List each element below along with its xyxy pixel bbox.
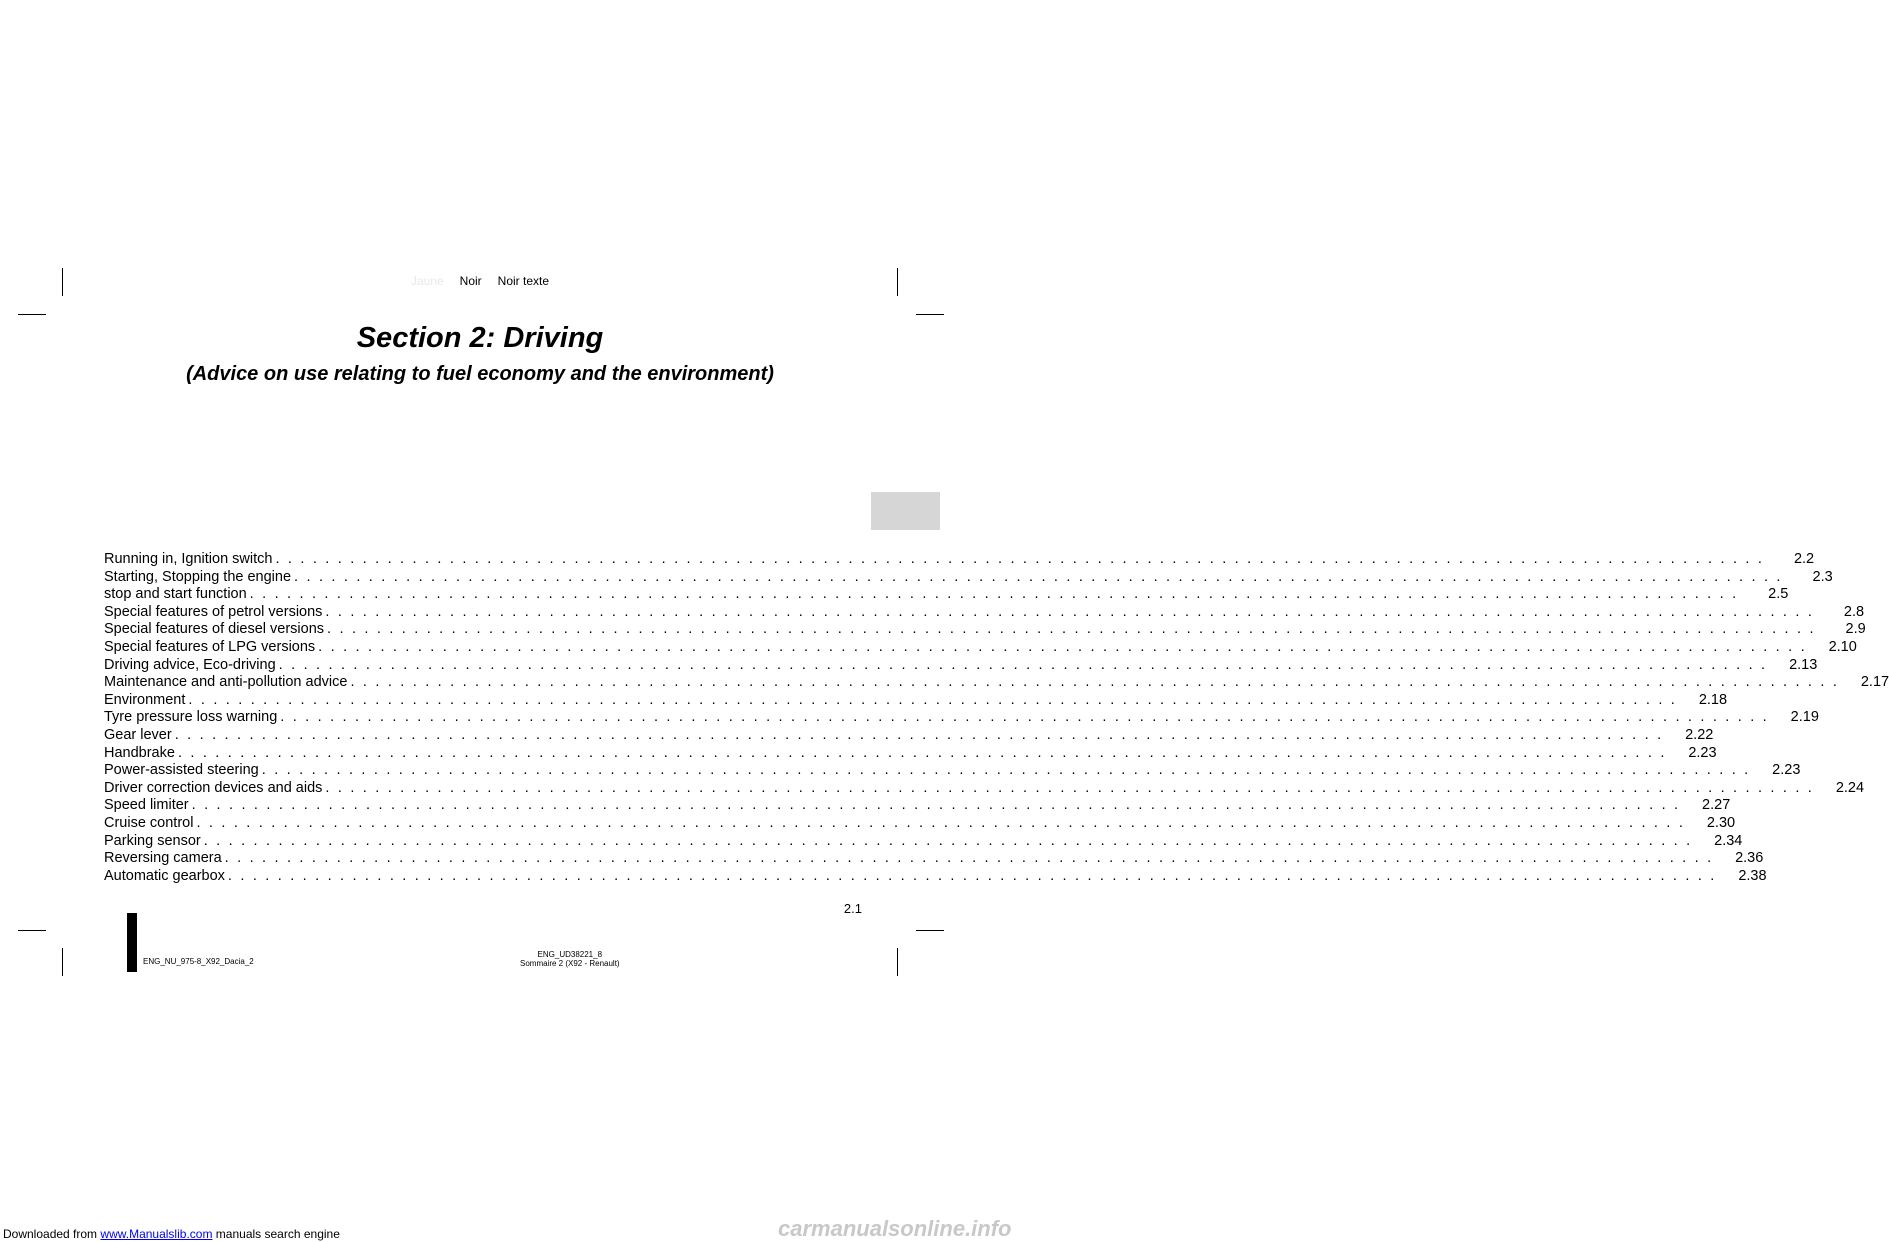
download-suffix: manuals search engine [215, 1227, 340, 1241]
download-banner [3, 1227, 340, 1241]
toc-row[interactable] [104, 779, 1865, 798]
toc-label: Special features of LPG versions [104, 638, 316, 655]
toc-leader-dots: . . . . . . . . . . . . . . . . . . . . . . . . . . . . . . . . . . . . . . . . . . . . . . . . . . . . . . . . . . . . . . . . . . . . . . . . . . . . . . . . . . . . . . . . . . . . . . . . . . . . . . . . . . . . . . . . . . . . . . . . [227, 867, 1717, 884]
section-tab-marker [871, 492, 940, 530]
toc-page-number: 2.10 [1828, 638, 1857, 655]
crop-mark [62, 948, 63, 976]
toc-label: Cruise control [104, 814, 194, 831]
toc-label: Driver correction devices and aids [104, 779, 323, 796]
toc-page-number: 2.23 [1688, 744, 1717, 761]
toc-row[interactable] [104, 832, 1743, 851]
toc-label: Speed limiter [104, 797, 189, 814]
toc-leader-dots: . . . . . . . . . . . . . . . . . . . . . . . . . . . . . . . . . . . . . . . . . . . . . . . . . . . . . . . . . . . . . . . . . . . . . . . . . . . . . . . . . . . . . . . . . . . . . . . . . . . . . . . . . . . . . . . . . . . . . . . . [294, 568, 1783, 585]
toc-leader-dots: . . . . . . . . . . . . . . . . . . . . . . . . . . . . . . . . . . . . . . . . . . . . . . . . . . . . . . . . . . . . . . . . . . . . . . . . . . . . . . . . . . . . . . . . . . . . . . . . . . . . . . . . . . . . . . . . . . . . . . . . [191, 797, 1681, 814]
toc-page-number: 2.17 [1860, 674, 1889, 691]
toc-row[interactable] [104, 568, 1833, 587]
crop-mark [916, 314, 944, 315]
toc-page-number: 2.38 [1738, 867, 1767, 884]
toc-label: Running in, Ignition switch [104, 551, 273, 567]
crop-mark [916, 930, 944, 931]
color-label-noir-texte: Noir texte [497, 274, 550, 288]
toc-row[interactable] [104, 867, 1767, 886]
toc-label: Handbrake [104, 744, 175, 761]
toc-leader-dots: . . . . . . . . . . . . . . . . . . . . . . . . . . . . . . . . . . . . . . . . . . . . . . . . . . . . . . . . . . . . . . . . . . . . . . . . . . . . . . . . . . . . . . . . . . . . . . . . . . . . . . . . . . . . . . . . . . . . . . . . [275, 551, 1765, 567]
toc-leader-dots: . . . . . . . . . . . . . . . . . . . . . . . . . . . . . . . . . . . . . . . . . . . . . . . . . . . . . . . . . . . . . . . . . . . . . . . . . . . . . . . . . . . . . . . . . . . . . . . . . . . . . . . . . . . . . . . . . . . . . . . . [261, 762, 1751, 779]
toc-label: Driving advice, Eco-driving [104, 656, 276, 673]
footer-right-code [520, 950, 620, 968]
toc-leader-dots: . . . . . . . . . . . . . . . . . . . . . . . . . . . . . . . . . . . . . . . . . . . . . . . . . . . . . . . . . . . . . . . . . . . . . . . . . . . . . . . . . . . . . . . . . . . . . . . . . . . . . . . . . . . . . . . . . . . . . . . . [278, 656, 1768, 673]
page-number: 2.1 [843, 901, 862, 916]
toc-row[interactable] [104, 621, 1866, 639]
manualslib-link[interactable]: www.Manualslib.com [100, 1227, 213, 1241]
toc-label: Reversing camera [104, 850, 222, 867]
toc-row[interactable] [104, 586, 1789, 604]
crop-mark [897, 948, 898, 976]
toc-page-number: 2.9 [1845, 621, 1866, 638]
toc-leader-dots: . . . . . . . . . . . . . . . . . . . . . . . . . . . . . . . . . . . . . . . . . . . . . . . . . . . . . . . . . . . . . . . . . . . . . . . . . . . . . . . . . . . . . . . . . . . . . . . . . . . . . . . . . . . . . . . . . . . . . . . . [188, 691, 1678, 708]
toc-leader-dots: . . . . . . . . . . . . . . . . . . . . . . . . . . . . . . . . . . . . . . . . . . . . . . . . . . . . . . . . . . . . . . . . . . . . . . . . . . . . . . . . . . . . . . . . . . . . . . . . . . . . . . . . . . . . . . . . . . . . . . . . [224, 850, 1714, 867]
footer-right-line1: ENG_UD38221_8 [537, 950, 603, 959]
toc-row[interactable] [104, 551, 1815, 569]
toc-label: Special features of petrol versions [104, 603, 323, 620]
toc-page-number: 2.8 [1843, 603, 1865, 620]
toc-label: Parking sensor [104, 832, 201, 849]
crop-mark [18, 314, 46, 315]
footer-left-code: ENG_NU_975-8_X92_Dacia_2 [143, 957, 254, 966]
toc-row[interactable] [104, 674, 1889, 692]
section-subtitle: (Advice on use relating to fuel economy and the environment) [186, 363, 774, 385]
toc-label: Special features of diesel versions [104, 621, 325, 638]
toc-leader-dots: . . . . . . . . . . . . . . . . . . . . . . . . . . . . . . . . . . . . . . . . . . . . . . . . . . . . . . . . . . . . . . . . . . . . . . . . . . . . . . . . . . . . . . . . . . . . . . . . . . . . . . . . . . . . . . . . . . . . . . . . [325, 779, 1815, 796]
toc-row[interactable] [104, 762, 1801, 780]
toc-row[interactable] [104, 656, 1818, 675]
color-label-noir: Noir [459, 274, 482, 288]
toc-page-number: 2.27 [1702, 797, 1731, 814]
toc-leader-dots: . . . . . . . . . . . . . . . . . . . . . . . . . . . . . . . . . . . . . . . . . . . . . . . . . . . . . . . . . . . . . . . . . . . . . . . . . . . . . . . . . . . . . . . . . . . . . . . . . . . . . . . . . . . . . . . . . . . . . . . . [203, 832, 1693, 849]
toc-page-number: 2.13 [1789, 656, 1818, 673]
margin-bar [127, 913, 137, 972]
toc-label: Power-assisted steering [104, 762, 259, 779]
toc-page-number: 2.3 [1812, 568, 1833, 585]
toc-leader-dots: . . . . . . . . . . . . . . . . . . . . . . . . . . . . . . . . . . . . . . . . . . . . . . . . . . . . . . . . . . . . . . . . . . . . . . . . . . . . . . . . . . . . . . . . . . . . . . . . . . . . . . . . . . . . . . . . . . . . . . . . [280, 709, 1769, 726]
download-prefix: Downloaded from [3, 1227, 98, 1241]
toc-leader-dots: . . . . . . . . . . . . . . . . . . . . . . . . . . . . . . . . . . . . . . . . . . . . . . . . . . . . . . . . . . . . . . . . . . . . . . . . . . . . . . . . . . . . . . . . . . . . . . . . . . . . . . . . . . . . . . . . . . . . . . . . [350, 674, 1840, 691]
section-title: Section 2: Driving [356, 322, 604, 354]
toc-page-number: 2.19 [1790, 709, 1819, 726]
toc-row[interactable] [104, 709, 1819, 727]
toc-leader-dots: . . . . . . . . . . . . . . . . . . . . . . . . . . . . . . . . . . . . . . . . . . . . . . . . . . . . . . . . . . . . . . . . . . . . . . . . . . . . . . . . . . . . . . . . . . . . . . . . . . . . . . . . . . . . . . . . . . . . . . . . [249, 586, 1739, 603]
footer-right-line2: Sommaire 2 (X92 - Renault) [520, 959, 620, 968]
toc-page-number: 2.34 [1714, 832, 1743, 849]
toc-row[interactable] [104, 797, 1731, 815]
toc-label: stop and start function [104, 586, 247, 603]
toc-page-number: 2.5 [1768, 586, 1789, 603]
toc-page-number: 2.36 [1735, 850, 1764, 867]
toc-page-number: 2.2 [1793, 551, 1815, 567]
toc-page-number: 2.18 [1698, 691, 1728, 708]
toc-row[interactable] [104, 744, 1717, 763]
toc-label: Maintenance and anti-pollution advice [104, 674, 348, 691]
color-separation-bar [0, 274, 960, 288]
toc-label: Tyre pressure loss warning [104, 709, 278, 726]
toc-label: Automatic gearbox [104, 867, 225, 884]
toc-leader-dots: . . . . . . . . . . . . . . . . . . . . . . . . . . . . . . . . . . . . . . . . . . . . . . . . . . . . . . . . . . . . . . . . . . . . . . . . . . . . . . . . . . . . . . . . . . . . . . . . . . . . . . . . . . . . . . . . . . . . . . . . [327, 621, 1816, 638]
toc-label: Gear lever [104, 726, 172, 743]
toc-leader-dots: . . . . . . . . . . . . . . . . . . . . . . . . . . . . . . . . . . . . . . . . . . . . . . . . . . . . . . . . . . . . . . . . . . . . . . . . . . . . . . . . . . . . . . . . . . . . . . . . . . . . . . . . . . . . . . . . . . . . . . . . [318, 638, 1807, 655]
toc-row[interactable] [104, 726, 1714, 745]
toc-row[interactable] [104, 691, 1728, 710]
toc-page-number: 2.23 [1772, 762, 1801, 779]
toc-label: Environment [104, 691, 186, 708]
toc-leader-dots: . . . . . . . . . . . . . . . . . . . . . . . . . . . . . . . . . . . . . . . . . . . . . . . . . . . . . . . . . . . . . . . . . . . . . . . . . . . . . . . . . . . . . . . . . . . . . . . . . . . . . . . . . . . . . . . . . . . . . . . . [174, 726, 1664, 743]
toc-row[interactable] [104, 638, 1857, 657]
toc-leader-dots: . . . . . . . . . . . . . . . . . . . . . . . . . . . . . . . . . . . . . . . . . . . . . . . . . . . . . . . . . . . . . . . . . . . . . . . . . . . . . . . . . . . . . . . . . . . . . . . . . . . . . . . . . . . . . . . . . . . . . . . . [196, 814, 1686, 831]
toc-leader-dots: . . . . . . . . . . . . . . . . . . . . . . . . . . . . . . . . . . . . . . . . . . . . . . . . . . . . . . . . . . . . . . . . . . . . . . . . . . . . . . . . . . . . . . . . . . . . . . . . . . . . . . . . . . . . . . . . . . . . . . . . [177, 744, 1667, 761]
toc-row[interactable] [104, 850, 1764, 868]
toc-page-number: 2.22 [1685, 726, 1714, 743]
table-of-contents [104, 551, 1889, 885]
toc-row[interactable] [104, 814, 1736, 833]
crop-mark [18, 930, 46, 931]
toc-label: Starting, Stopping the engine [104, 568, 292, 585]
watermark-brand: carmanualsonline.info [778, 1216, 1012, 1241]
toc-row[interactable] [104, 603, 1865, 622]
color-label-jaune: Jaune [410, 274, 444, 288]
toc-page-number: 2.24 [1835, 779, 1865, 796]
toc-page-number: 2.30 [1706, 814, 1736, 831]
toc-leader-dots: . . . . . . . . . . . . . . . . . . . . . . . . . . . . . . . . . . . . . . . . . . . . . . . . . . . . . . . . . . . . . . . . . . . . . . . . . . . . . . . . . . . . . . . . . . . . . . . . . . . . . . . . . . . . . . . . . . . . . . . . [325, 603, 1815, 620]
